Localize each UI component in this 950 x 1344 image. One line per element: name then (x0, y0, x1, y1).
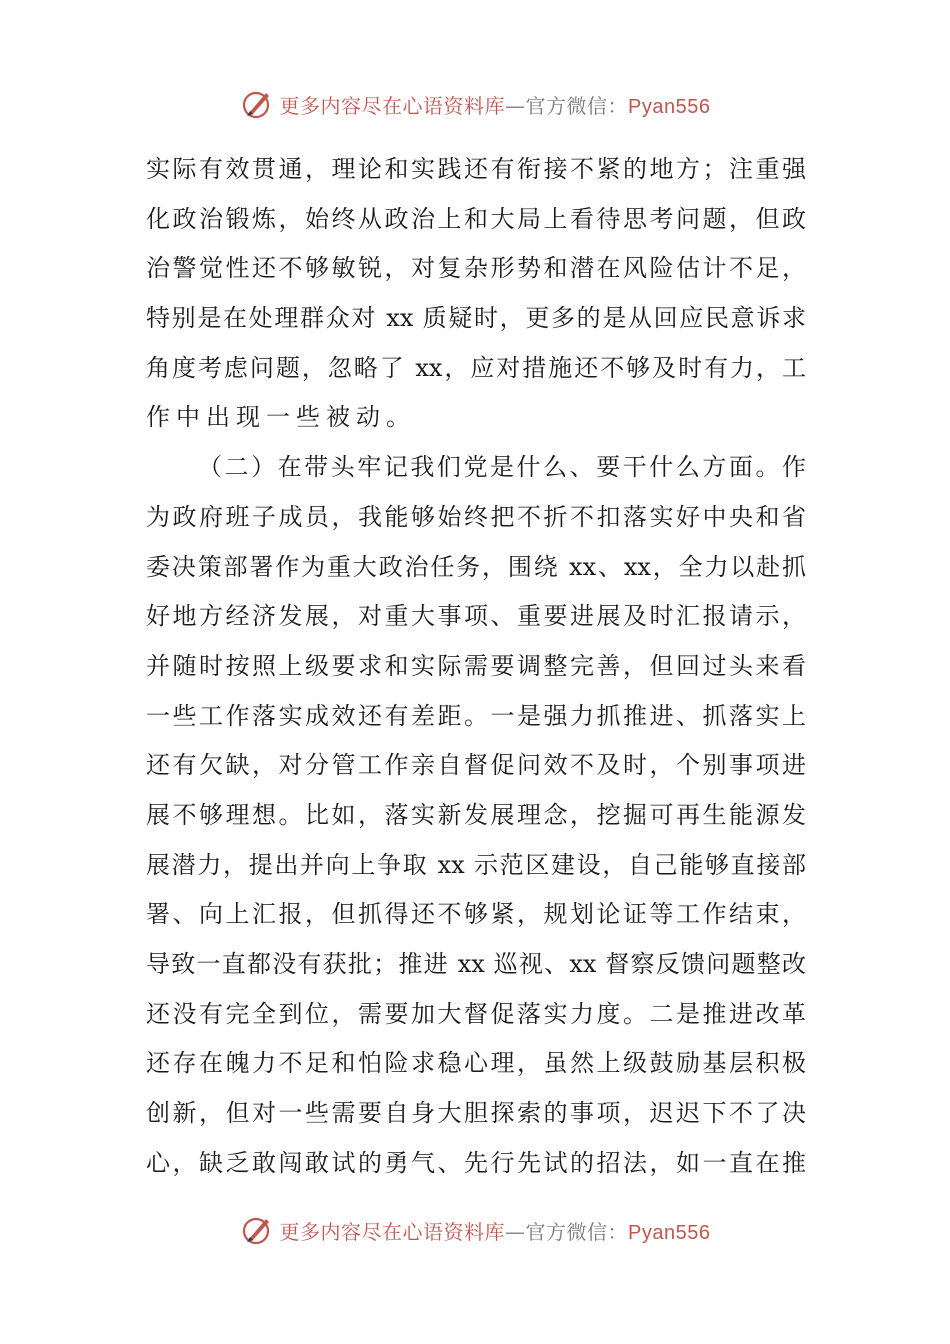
watermark-label: 官方微信： (525, 93, 629, 118)
body-line: 治警觉性还不够敏锐，对复杂形势和潜在风险估计不足， (146, 254, 806, 283)
section-heading-line: （二）在带头牢记我们党是什么、要干什么方面。作 (198, 453, 806, 482)
body-line: 角度考虑问题，忽略了 xx，应对措施还不够及时有力，工 (146, 353, 806, 382)
watermark-separator: — (505, 93, 526, 118)
body-line: 导致一直都没有获批；推进 xx 巡视、xx 督察反馈问题整改 (146, 950, 806, 978)
watermark-wechat-id: Pyan556 (628, 95, 711, 118)
watermark-banner-bottom (0, 1210, 950, 1250)
body-line: 为政府班子成员，我能够始终把不折不扣落实好中央和省 (146, 502, 806, 531)
body-line: 创新，但对一些需要自身大胆探索的事项，迟迟下不了决 (146, 1099, 806, 1128)
body-line: 作中出现一些被动。 (146, 403, 416, 432)
watermark-site-text: 更多内容尽在心语资料库 (279, 1219, 506, 1244)
body-line: 好地方经济发展，对重大事项、重要进展及时汇报请示， (146, 602, 806, 631)
watermark-label: 官方微信： (525, 1219, 629, 1244)
watermark-site-text: 更多内容尽在心语资料库 (279, 93, 506, 118)
watermark-banner-top (0, 84, 950, 124)
body-line: 特别是在处理群众对 xx 质疑时，更多的是从回应民意诉求 (146, 304, 806, 333)
body-line: 一些工作落实成效还有差距。一是强力抓推进、抓落实上 (146, 701, 806, 730)
body-line: 还有欠缺，对分管工作亲自督促问效不及时，个别事项进 (146, 751, 806, 780)
quill-circle-icon (240, 87, 274, 121)
document-body (146, 145, 806, 1188)
body-line: 展不够理想。比如，落实新发展理念，挖掘可再生能源发 (146, 800, 806, 829)
body-line: 展潜力，提出并向上争取 xx 示范区建设，自己能够直接部 (146, 850, 806, 879)
watermark-separator: — (505, 1219, 526, 1244)
quill-circle-icon (240, 1213, 274, 1247)
watermark-text (280, 90, 711, 119)
body-line: 署、向上汇报，但抓得还不够紧，规划论证等工作结束， (146, 900, 806, 929)
watermark-wechat-id: Pyan556 (628, 1221, 711, 1244)
body-line: 还存在魄力不足和怕险求稳心理，虽然上级鼓励基层积极 (146, 1049, 806, 1078)
watermark-text (280, 1216, 711, 1245)
body-line: 委决策部署作为重大政治任务，围绕 xx、xx，全力以赴抓 (146, 552, 806, 581)
body-line: 还没有完全到位，需要加大督促落实力度。二是推进改革 (146, 999, 806, 1028)
body-line: 心，缺乏敢闯敢试的勇气、先行先试的招法，如一直在推 (146, 1148, 806, 1177)
body-line: 化政治锻炼，始终从政治上和大局上看待思考问题，但政 (146, 204, 806, 233)
body-line: 实际有效贯通，理论和实践还有衔接不紧的地方；注重强 (146, 155, 806, 183)
body-line: 并随时按照上级要求和实际需要调整完善，但回过头来看 (146, 651, 806, 680)
